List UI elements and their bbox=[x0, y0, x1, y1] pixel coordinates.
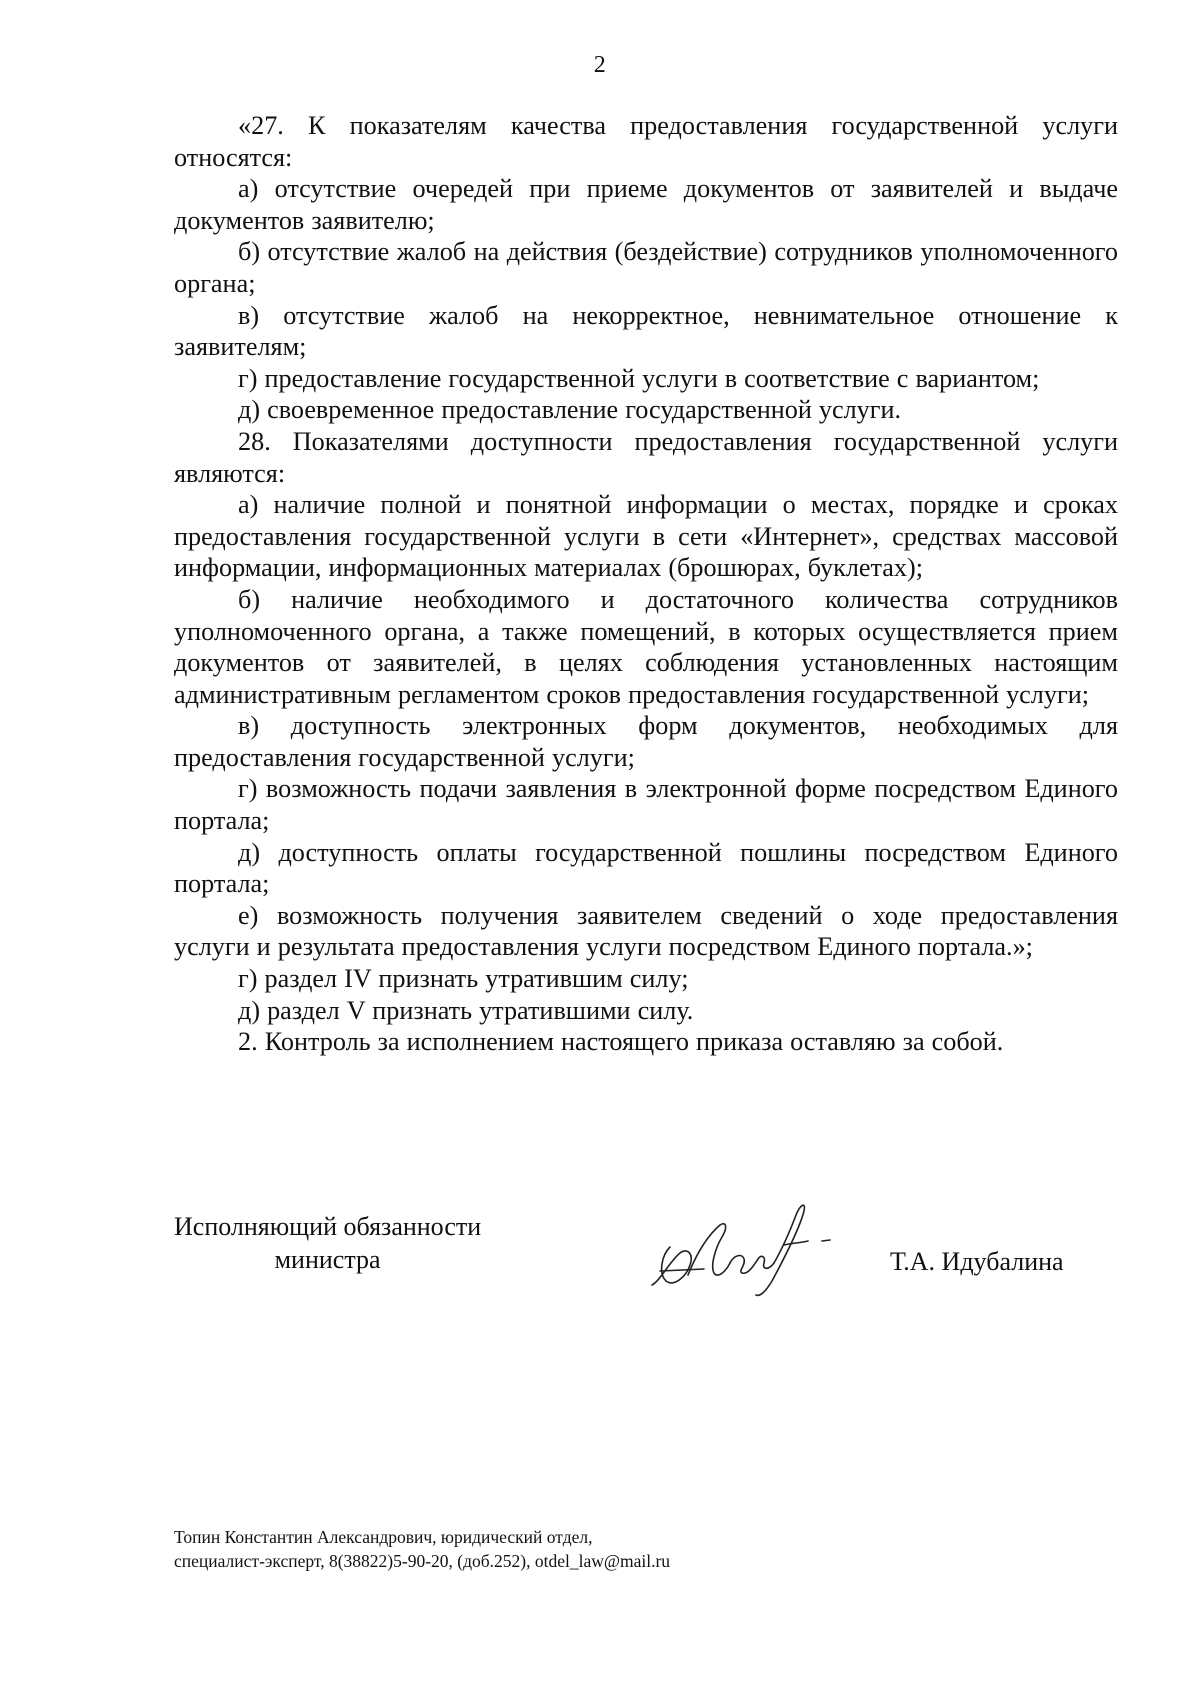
contact-line2: специалист-эксперт, 8(38822)5-90-20, (доб.252), otdel_law@mail.ru bbox=[174, 1551, 671, 1571]
signatory-name: Т.А. Идубалина bbox=[890, 1247, 1064, 1276]
paragraph: г) раздел IV признать утратившим силу; bbox=[238, 964, 689, 994]
paragraph: г) возможность подачи заявления в электронной форме посредством Единого портала; bbox=[174, 774, 1118, 836]
paragraph: б) отсутствие жалоб на действия (бездействие) сотрудников уполномоченного органа; bbox=[174, 237, 1118, 298]
paragraph: «27. К показателям качества предоставления государственной услуги относятся: bbox=[174, 111, 1118, 172]
handwritten-signature bbox=[640, 1185, 850, 1305]
paragraph: 28. Показателями доступности предоставления государственной услуги являются: bbox=[174, 426, 1118, 488]
paragraph: д) раздел V признать утратившими силу. bbox=[238, 995, 694, 1025]
paragraph: е) возможность получения заявителем сведений о ходе предоставления услуги и результата предоставления услуги посредством Единого портала.»; bbox=[174, 900, 1118, 962]
contact-line1: Топин Константин Александрович, юридический отдел, bbox=[174, 1527, 593, 1547]
document-body bbox=[174, 110, 1118, 1058]
paragraph: в) отсутствие жалоб на некорректное, невнимательное отношение к заявителям; bbox=[174, 300, 1118, 362]
signatory-position bbox=[174, 1210, 481, 1276]
paragraph: 2. Контроль за исполнением настоящего приказа оставляю за собой. bbox=[238, 1027, 1004, 1057]
paragraph: д) доступность оплаты государственной пошлины посредством Единого портала; bbox=[174, 837, 1118, 899]
contact-info bbox=[174, 1525, 670, 1573]
signatory-position-line2: министра bbox=[274, 1245, 381, 1274]
paragraph: г) предоставление государственной услуги в соответствие с вариантом; bbox=[238, 363, 1040, 393]
paragraph: а) наличие полной и понятной информации о местах, порядке и сроках предоставления государственной услуги в сети «Интернет», средствах массовой информации, информационных материалах (брошюрах, буклетах); bbox=[174, 490, 1118, 583]
paragraph: в) доступность электронных форм документов, необходимых для предоставления государственной услуги; bbox=[174, 711, 1118, 772]
paragraph: д) своевременное предоставление государственной услуги. bbox=[238, 395, 902, 425]
paragraph: б) наличие необходимого и достаточного количества сотрудников уполномоченного органа, а также помещений, в которых осуществляется прием документов от заявителей, в целях соблюдения установленных настоящим административным регламентом сроков предоставления государственной услуги; bbox=[174, 584, 1118, 709]
signatory-position-line1: Исполняющий обязанности bbox=[174, 1212, 482, 1241]
page-number: 2 bbox=[593, 52, 607, 78]
paragraph: а) отсутствие очередей при приеме документов от заявителей и выдаче документов заявителю; bbox=[174, 174, 1118, 235]
